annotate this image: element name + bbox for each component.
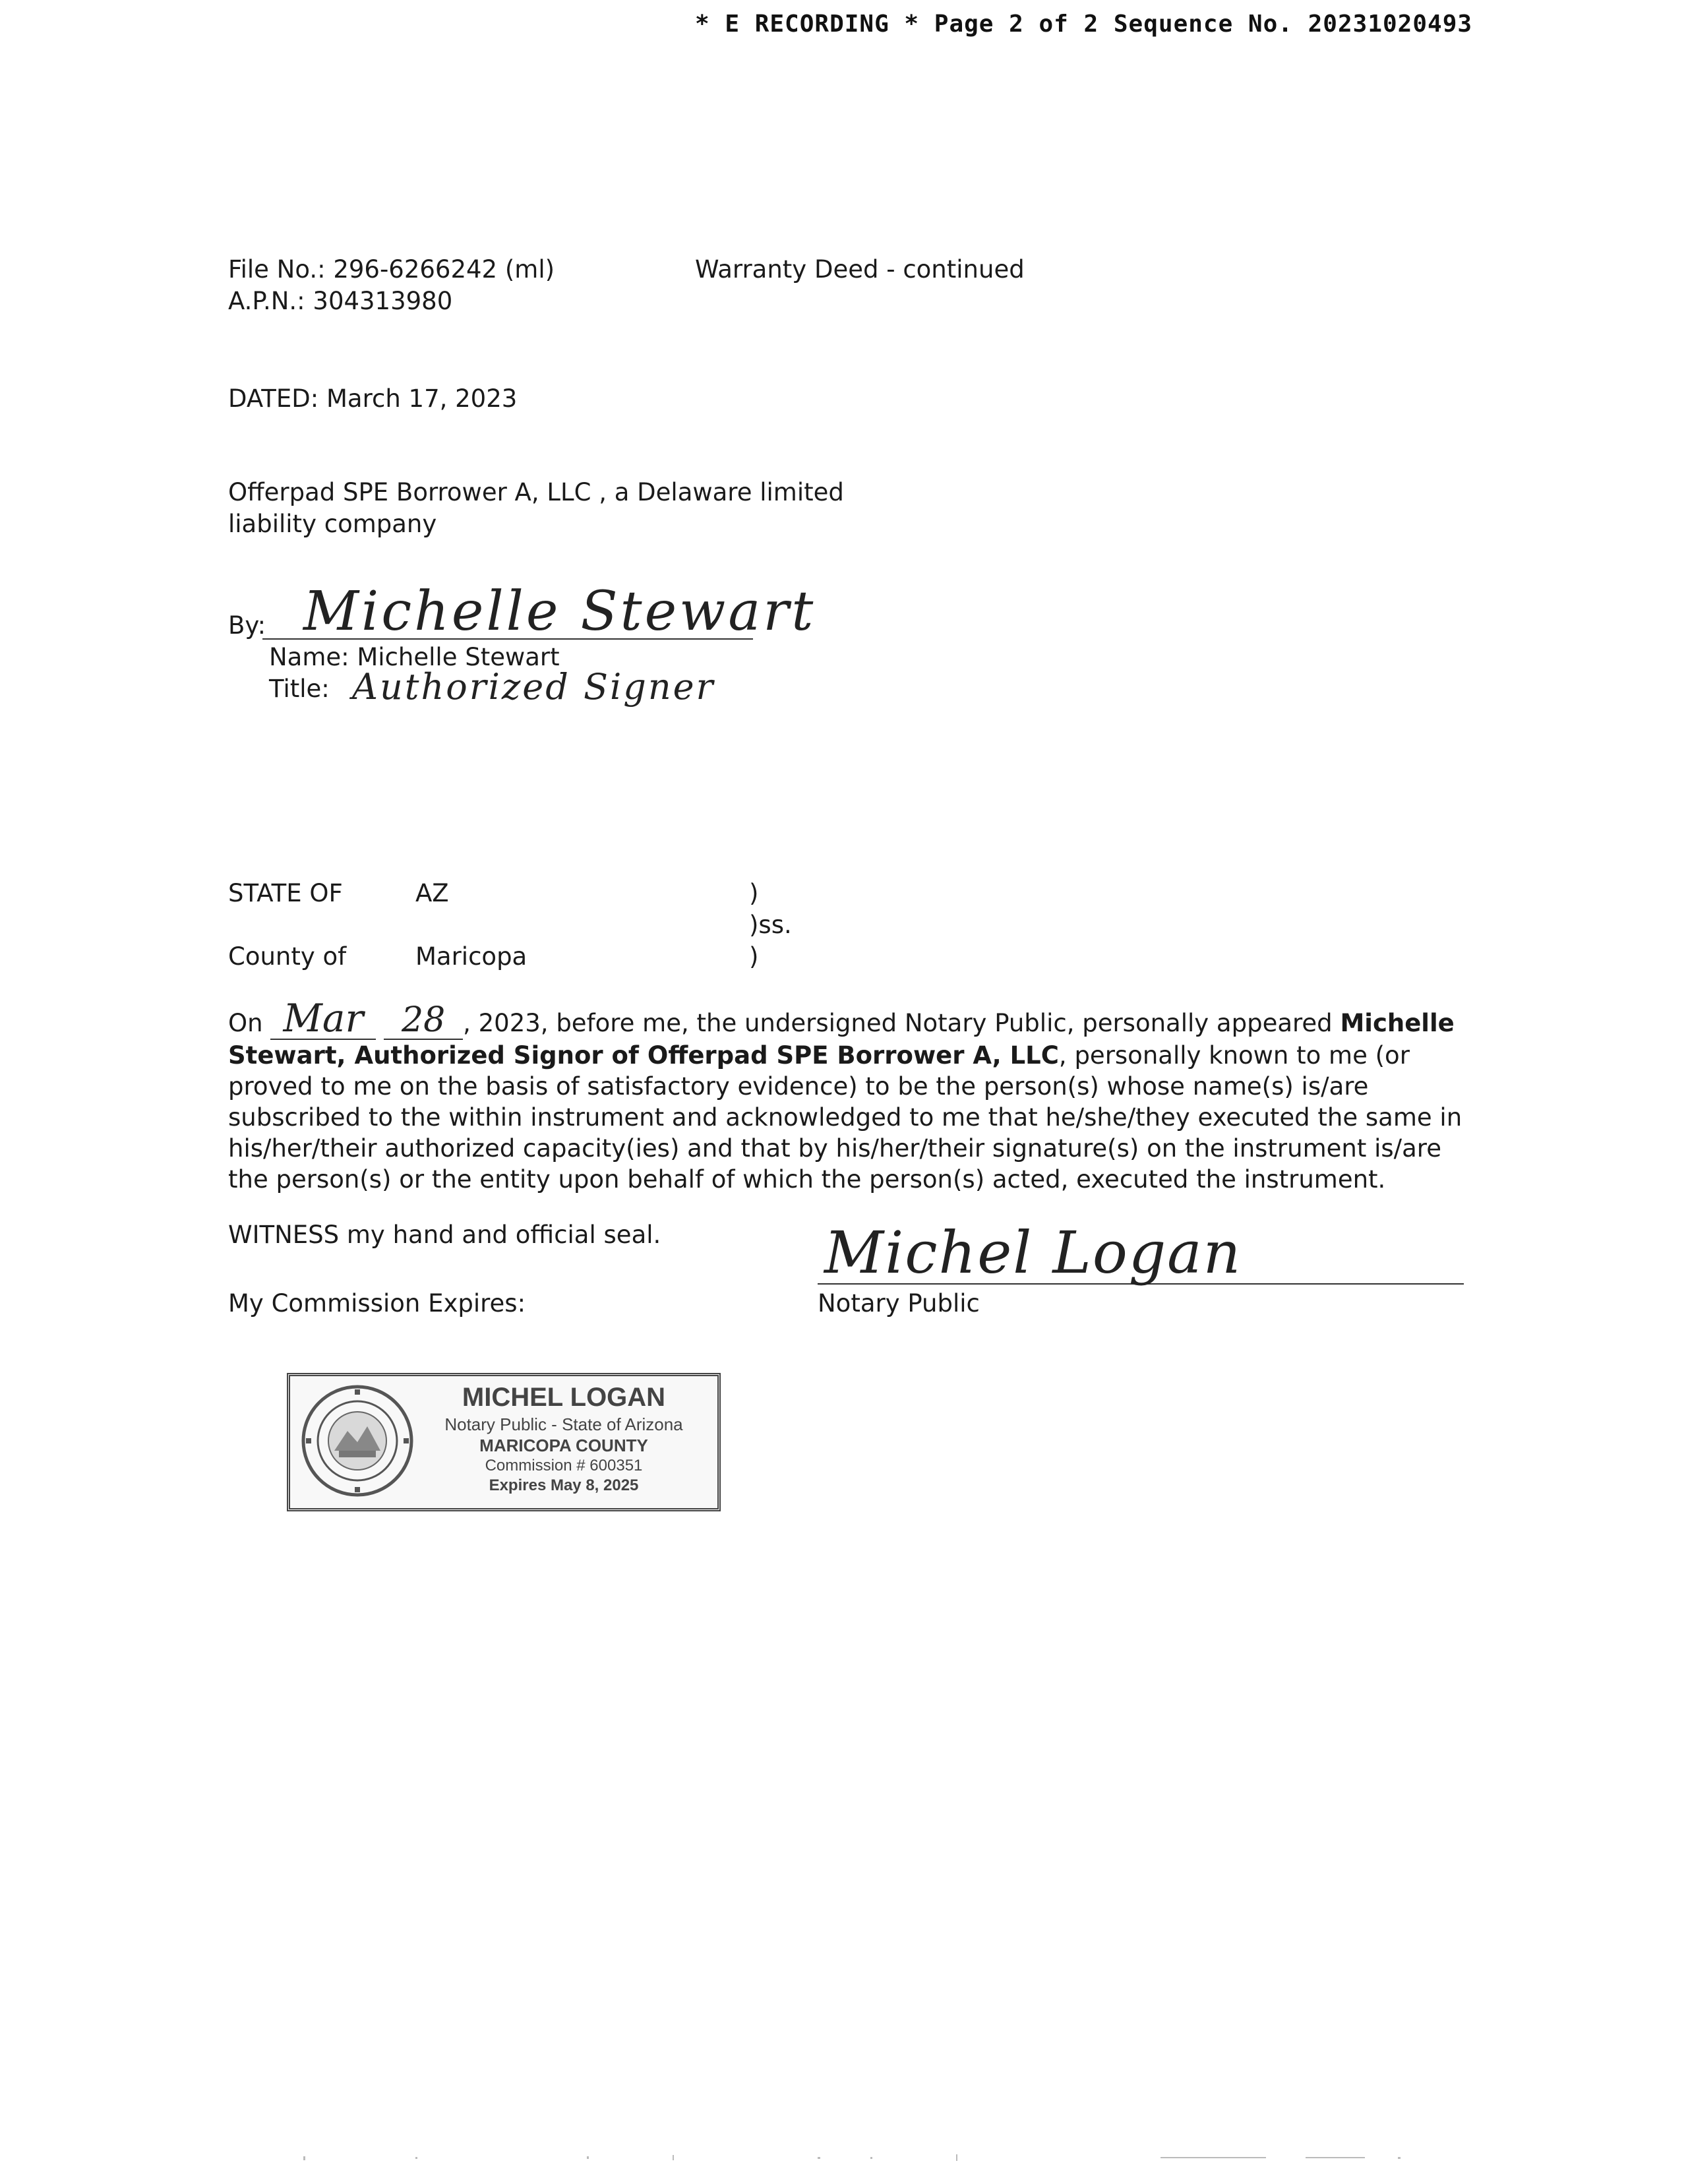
witness-line: WITNESS my hand and official seal. (228, 1221, 661, 1249)
recording-header: * E RECORDING * Page 2 of 2 Sequence No. 20231020493 (695, 11, 1473, 38)
county-value: Maricopa (415, 942, 528, 971)
grantor-line-2: liability company (228, 510, 437, 538)
stamp-notary-name: MICHEL LOGAN (462, 1383, 666, 1412)
ack-month-handwritten: Mar (283, 996, 364, 1041)
grantor-line-1: Offerpad SPE Borrower A, LLC , a Delaware limited (228, 478, 844, 506)
ack-text-a: , 2023, before me, the undersigned Notary Public, personally appeared (463, 1009, 1341, 1037)
dated-line: DATED: March 17, 2023 (228, 384, 518, 413)
notary-stamp (287, 1373, 721, 1511)
signer-title-handwritten: Authorized Signer (352, 666, 715, 708)
commission-expires: My Commission Expires: (228, 1289, 526, 1318)
notary-public-label: Notary Public (818, 1289, 980, 1318)
arizona-seal-icon (298, 1381, 417, 1500)
venue-ss: )ss. (749, 911, 792, 939)
ack-bold-name: Michelle Stewart, Authorized Signor of Offerpad SPE Borrower A, LLC (228, 1009, 1455, 1070)
apn-number: A.P.N.: 304313980 (228, 287, 453, 315)
grantor-signature: Michelle Stewart (303, 580, 816, 643)
stamp-line-3: Commission # 600351 (485, 1457, 643, 1474)
venue-paren-top: ) (749, 879, 759, 907)
stamp-line-1: Notary Public - State of Arizona (444, 1414, 683, 1434)
stamp-line-2: MARICOPA COUNTY (479, 1436, 648, 1455)
title-label: Title: (269, 675, 330, 703)
county-label: County of (228, 942, 347, 971)
by-label: By: (228, 611, 266, 640)
deed-title: Warranty Deed - continued (695, 255, 1025, 284)
signer-name: Name: Michelle Stewart (269, 643, 560, 671)
stamp-line-4: Expires May 8, 2025 (489, 1476, 639, 1494)
ack-text-b: , personally known to me (or proved to me on the basis of satisfactory evidence) to be the person(s) whose name(s) is/are subscribed to the within instrument and acknowledged to me that he/she/they executed the same in his/her/their authorized capacity(ies) and that by his/her/their signature(s) on the instrument is/are the person(s) or the entity upon behalf of which the person(s) acted, executed the instrument. (228, 1041, 1462, 1194)
acknowledgment-paragraph (228, 996, 1468, 1195)
state-label: STATE OF (228, 879, 343, 907)
notary-signature: Michel Logan (824, 1219, 1242, 1287)
ack-day-handwritten: 28 (402, 1000, 446, 1040)
scan-artifacts (277, 2151, 1464, 2164)
venue-paren-bottom: ) (749, 942, 759, 971)
state-value: AZ (415, 879, 449, 907)
ack-on: On (228, 1009, 263, 1037)
file-number: File No.: 296-6266242 (ml) (228, 255, 555, 284)
